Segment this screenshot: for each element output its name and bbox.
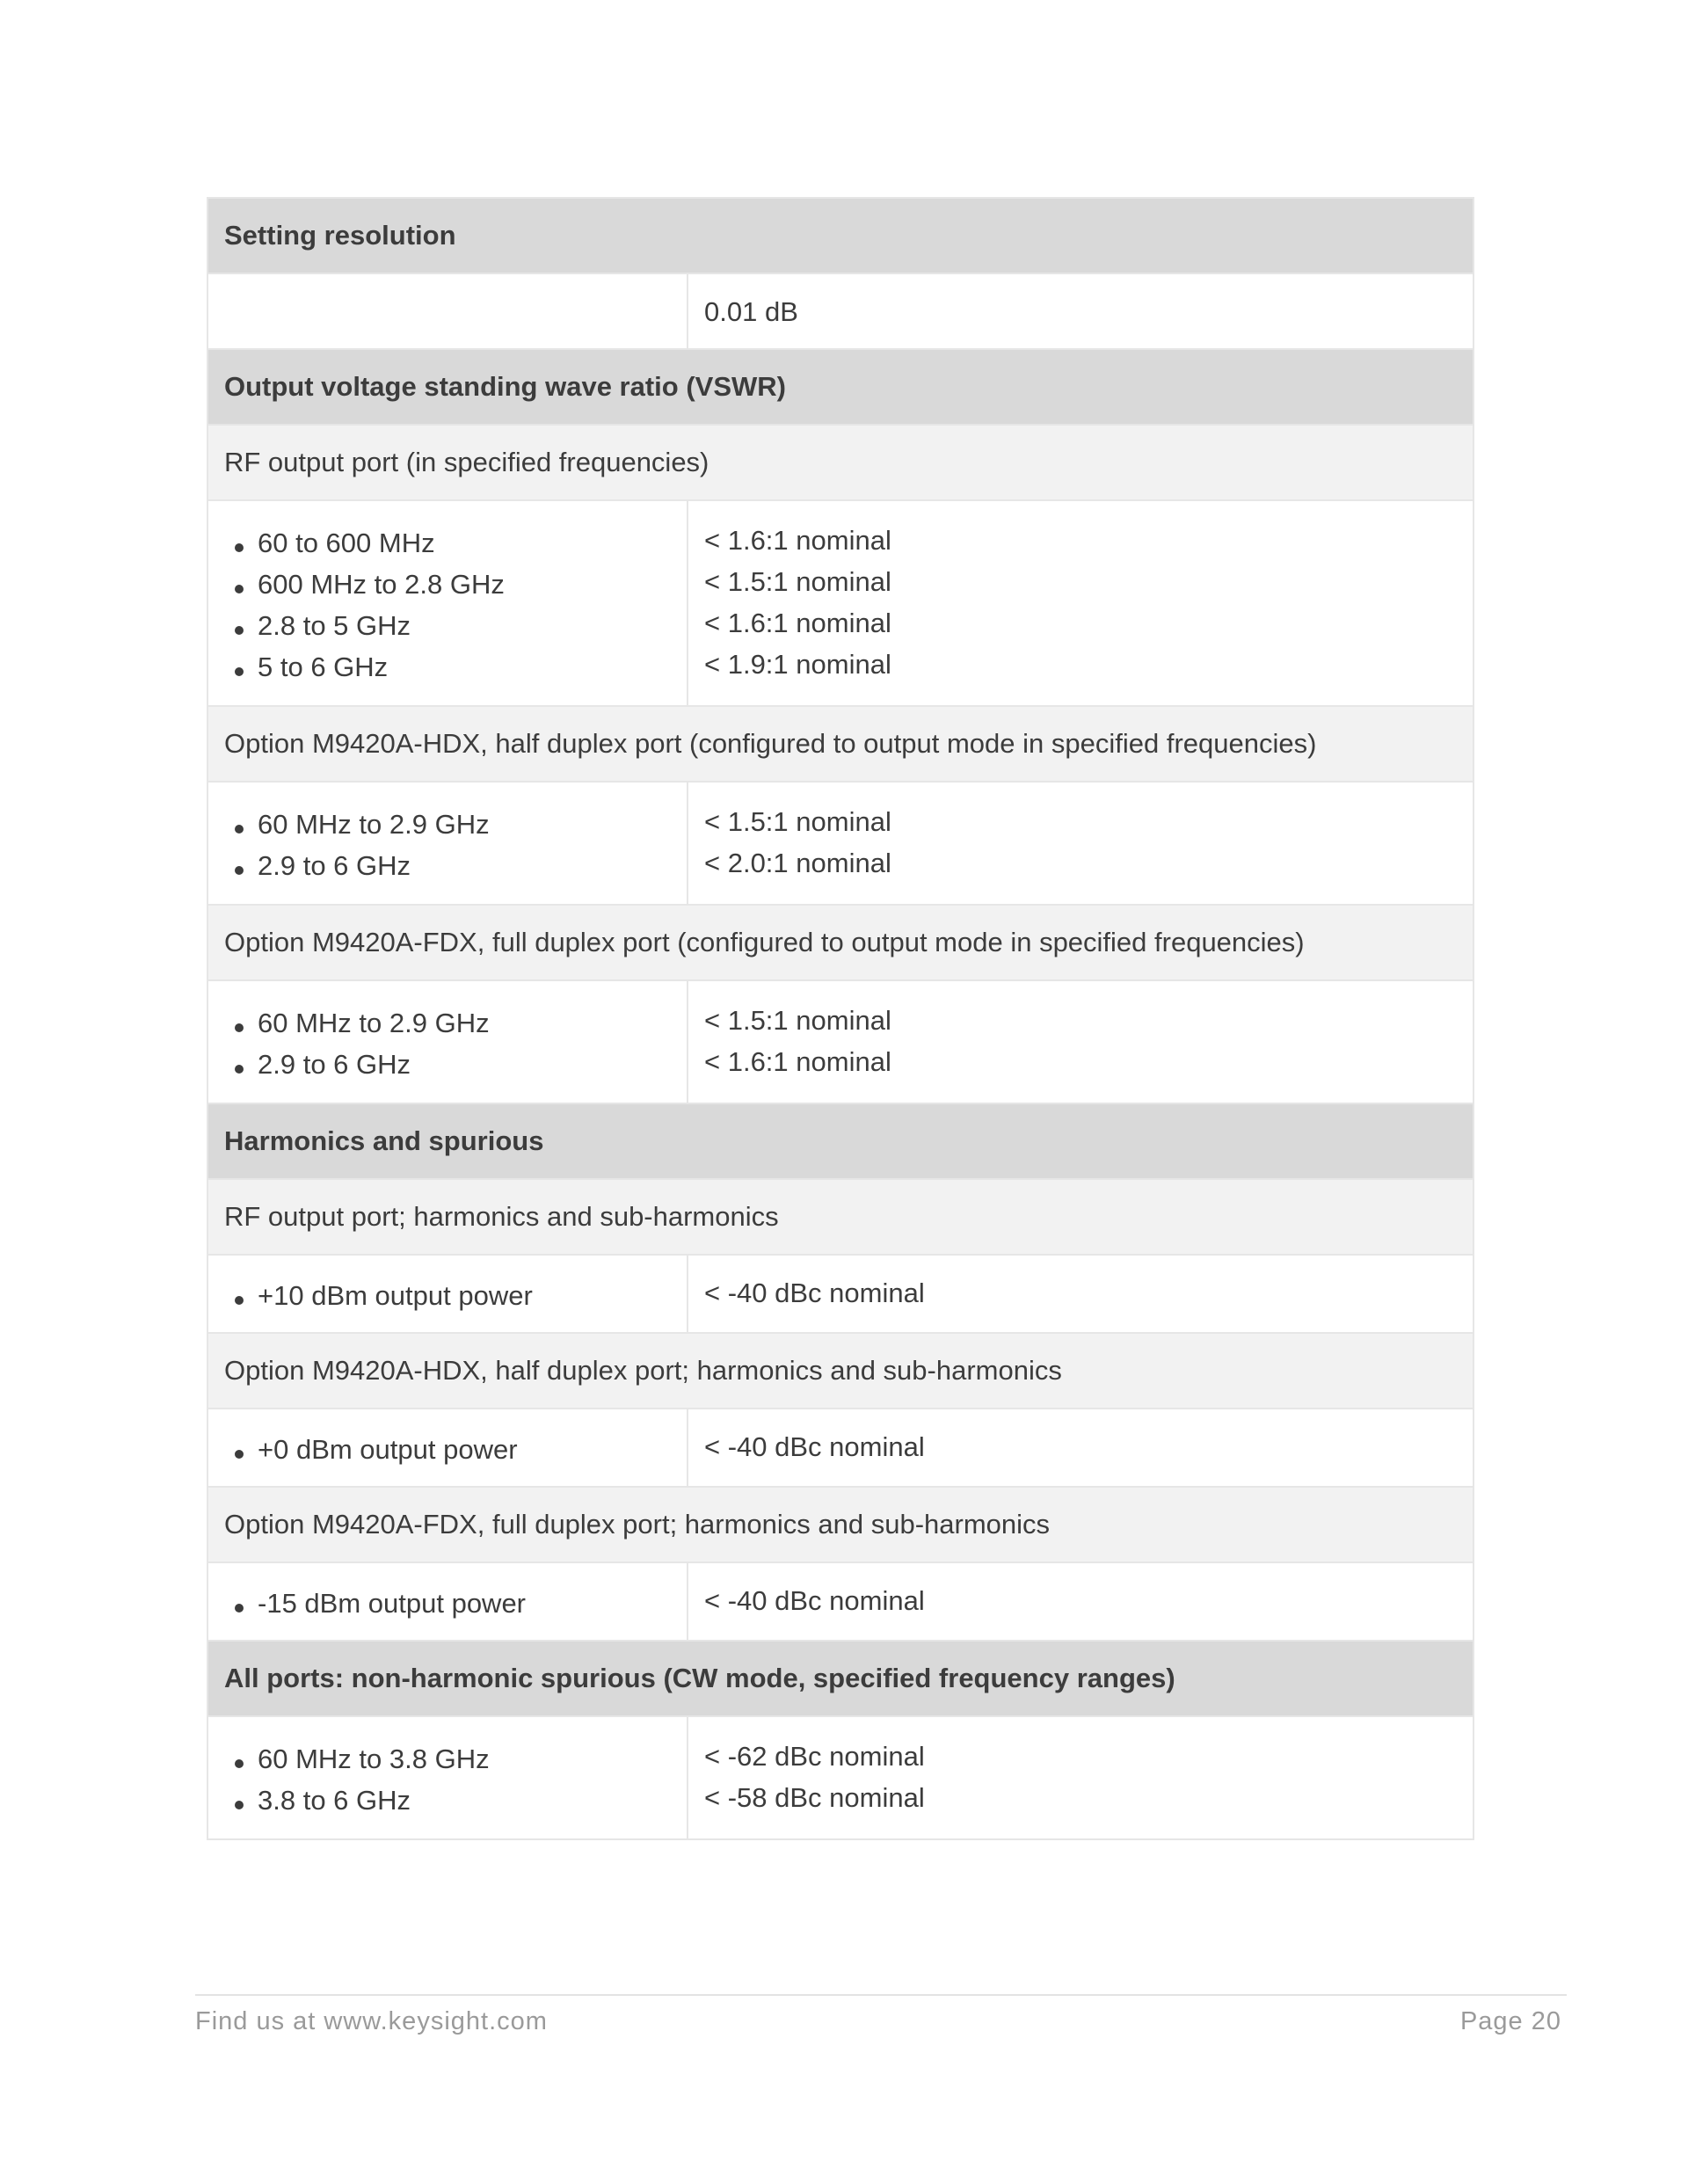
value-list: [704, 801, 1457, 884]
spec-table-body: [207, 198, 1473, 1839]
page-number: Page 20: [1459, 2007, 1561, 2035]
section-header: Output voltage standing wave ratio (VSWR): [207, 349, 1473, 425]
spec-value-cell: [688, 273, 1473, 349]
condition-item: 60 MHz to 3.8 GHz: [224, 1738, 671, 1780]
spec-value-cell: [688, 782, 1473, 905]
condition-list: [224, 1738, 671, 1821]
subsection-row: [207, 706, 1473, 782]
value-list: [704, 1426, 1457, 1467]
condition-item: 5 to 6 GHz: [224, 646, 671, 688]
spec-value-cell: [688, 1562, 1473, 1641]
value-list: [704, 1272, 1457, 1314]
condition-item: 3.8 to 6 GHz: [224, 1780, 671, 1821]
section-header: Harmonics and spurious: [207, 1103, 1473, 1179]
spec-data-row: [207, 1255, 1473, 1333]
spec-data-row: [207, 1716, 1473, 1839]
condition-item: 2.8 to 5 GHz: [224, 605, 671, 646]
spec-value-cell: [688, 1716, 1473, 1839]
spec-condition-cell: [207, 980, 688, 1103]
spec-condition-cell: [207, 1255, 688, 1333]
subsection-title: RF output port; harmonics and sub-harmonics: [207, 1179, 1473, 1255]
condition-item: +0 dBm output power: [224, 1429, 671, 1470]
spec-value-cell: [688, 1255, 1473, 1333]
value-list: [704, 1736, 1457, 1818]
subsection-title: Option M9420A-HDX, half duplex port; harmonics and sub-harmonics: [207, 1333, 1473, 1409]
subsection-row: [207, 1179, 1473, 1255]
spec-value: < 1.6:1 nominal: [704, 525, 891, 556]
spec-value: < 1.6:1 nominal: [704, 1046, 891, 1077]
condition-item: 60 MHz to 2.9 GHz: [224, 804, 671, 845]
spec-condition-cell: [207, 1562, 688, 1641]
condition-item: 2.9 to 6 GHz: [224, 1044, 671, 1085]
condition-list: [224, 804, 671, 886]
section-header-row: [207, 1641, 1473, 1716]
spec-data-row: [207, 1562, 1473, 1641]
spec-data-row: [207, 273, 1473, 349]
footer-website: Find us at www.keysight.com: [195, 2007, 548, 2035]
spec-data-row: [207, 1409, 1473, 1487]
spec-value: < 1.9:1 nominal: [704, 649, 891, 680]
subsection-row: [207, 425, 1473, 500]
spec-value: < -62 dBc nominal: [704, 1741, 925, 1772]
footer-divider: [195, 1994, 1567, 1996]
spec-value-cell: [688, 980, 1473, 1103]
condition-item: -15 dBm output power: [224, 1583, 671, 1624]
spec-data-row: [207, 980, 1473, 1103]
condition-list: [224, 522, 671, 688]
condition-item: 600 MHz to 2.8 GHz: [224, 564, 671, 605]
spec-value: < 1.5:1 nominal: [704, 1005, 891, 1036]
spec-value: 0.01 dB: [704, 296, 798, 327]
section-header-row: [207, 198, 1473, 273]
subsection-row: [207, 1333, 1473, 1409]
spec-condition-cell: [207, 500, 688, 706]
condition-item: 2.9 to 6 GHz: [224, 845, 671, 886]
spec-condition-cell: [207, 273, 688, 349]
condition-list: [224, 1429, 671, 1470]
subsection-row: [207, 905, 1473, 980]
subsection-title: Option M9420A-HDX, half duplex port (configured to output mode in specified frequencies): [207, 706, 1473, 782]
section-header-row: [207, 349, 1473, 425]
section-header-row: [207, 1103, 1473, 1179]
spec-condition-cell: [207, 1409, 688, 1487]
spec-value: < -40 dBc nominal: [704, 1585, 925, 1616]
condition-list: [224, 1583, 671, 1624]
value-list: [704, 291, 1457, 332]
subsection-title: RF output port (in specified frequencies): [207, 425, 1473, 500]
spec-condition-cell: [207, 1716, 688, 1839]
spec-value: < -40 dBc nominal: [704, 1431, 925, 1462]
condition-item: 60 to 600 MHz: [224, 522, 671, 564]
value-list: [704, 520, 1457, 685]
spec-value: < -58 dBc nominal: [704, 1782, 925, 1813]
subsection-title: Option M9420A-FDX, full duplex port (configured to output mode in specified frequencies): [207, 905, 1473, 980]
condition-list: [224, 1275, 671, 1316]
section-header: Setting resolution: [207, 198, 1473, 273]
spec-value-cell: [688, 500, 1473, 706]
condition-item: 60 MHz to 2.9 GHz: [224, 1002, 671, 1044]
subsection-title: Option M9420A-FDX, full duplex port; harmonics and sub-harmonics: [207, 1487, 1473, 1562]
spec-table: [207, 197, 1474, 1840]
subsection-row: [207, 1487, 1473, 1562]
section-header: All ports: non-harmonic spurious (CW mode, specified frequency ranges): [207, 1641, 1473, 1716]
condition-item: +10 dBm output power: [224, 1275, 671, 1316]
spec-value: < 1.6:1 nominal: [704, 608, 891, 638]
value-list: [704, 1580, 1457, 1621]
spec-value: < 2.0:1 nominal: [704, 848, 891, 878]
spec-value: < -40 dBc nominal: [704, 1278, 925, 1308]
spec-data-row: [207, 500, 1473, 706]
spec-value-cell: [688, 1409, 1473, 1487]
spec-data-row: [207, 782, 1473, 905]
spec-value: < 1.5:1 nominal: [704, 566, 891, 597]
spec-value: < 1.5:1 nominal: [704, 806, 891, 837]
value-list: [704, 1000, 1457, 1082]
spec-condition-cell: [207, 782, 688, 905]
condition-list: [224, 1002, 671, 1085]
